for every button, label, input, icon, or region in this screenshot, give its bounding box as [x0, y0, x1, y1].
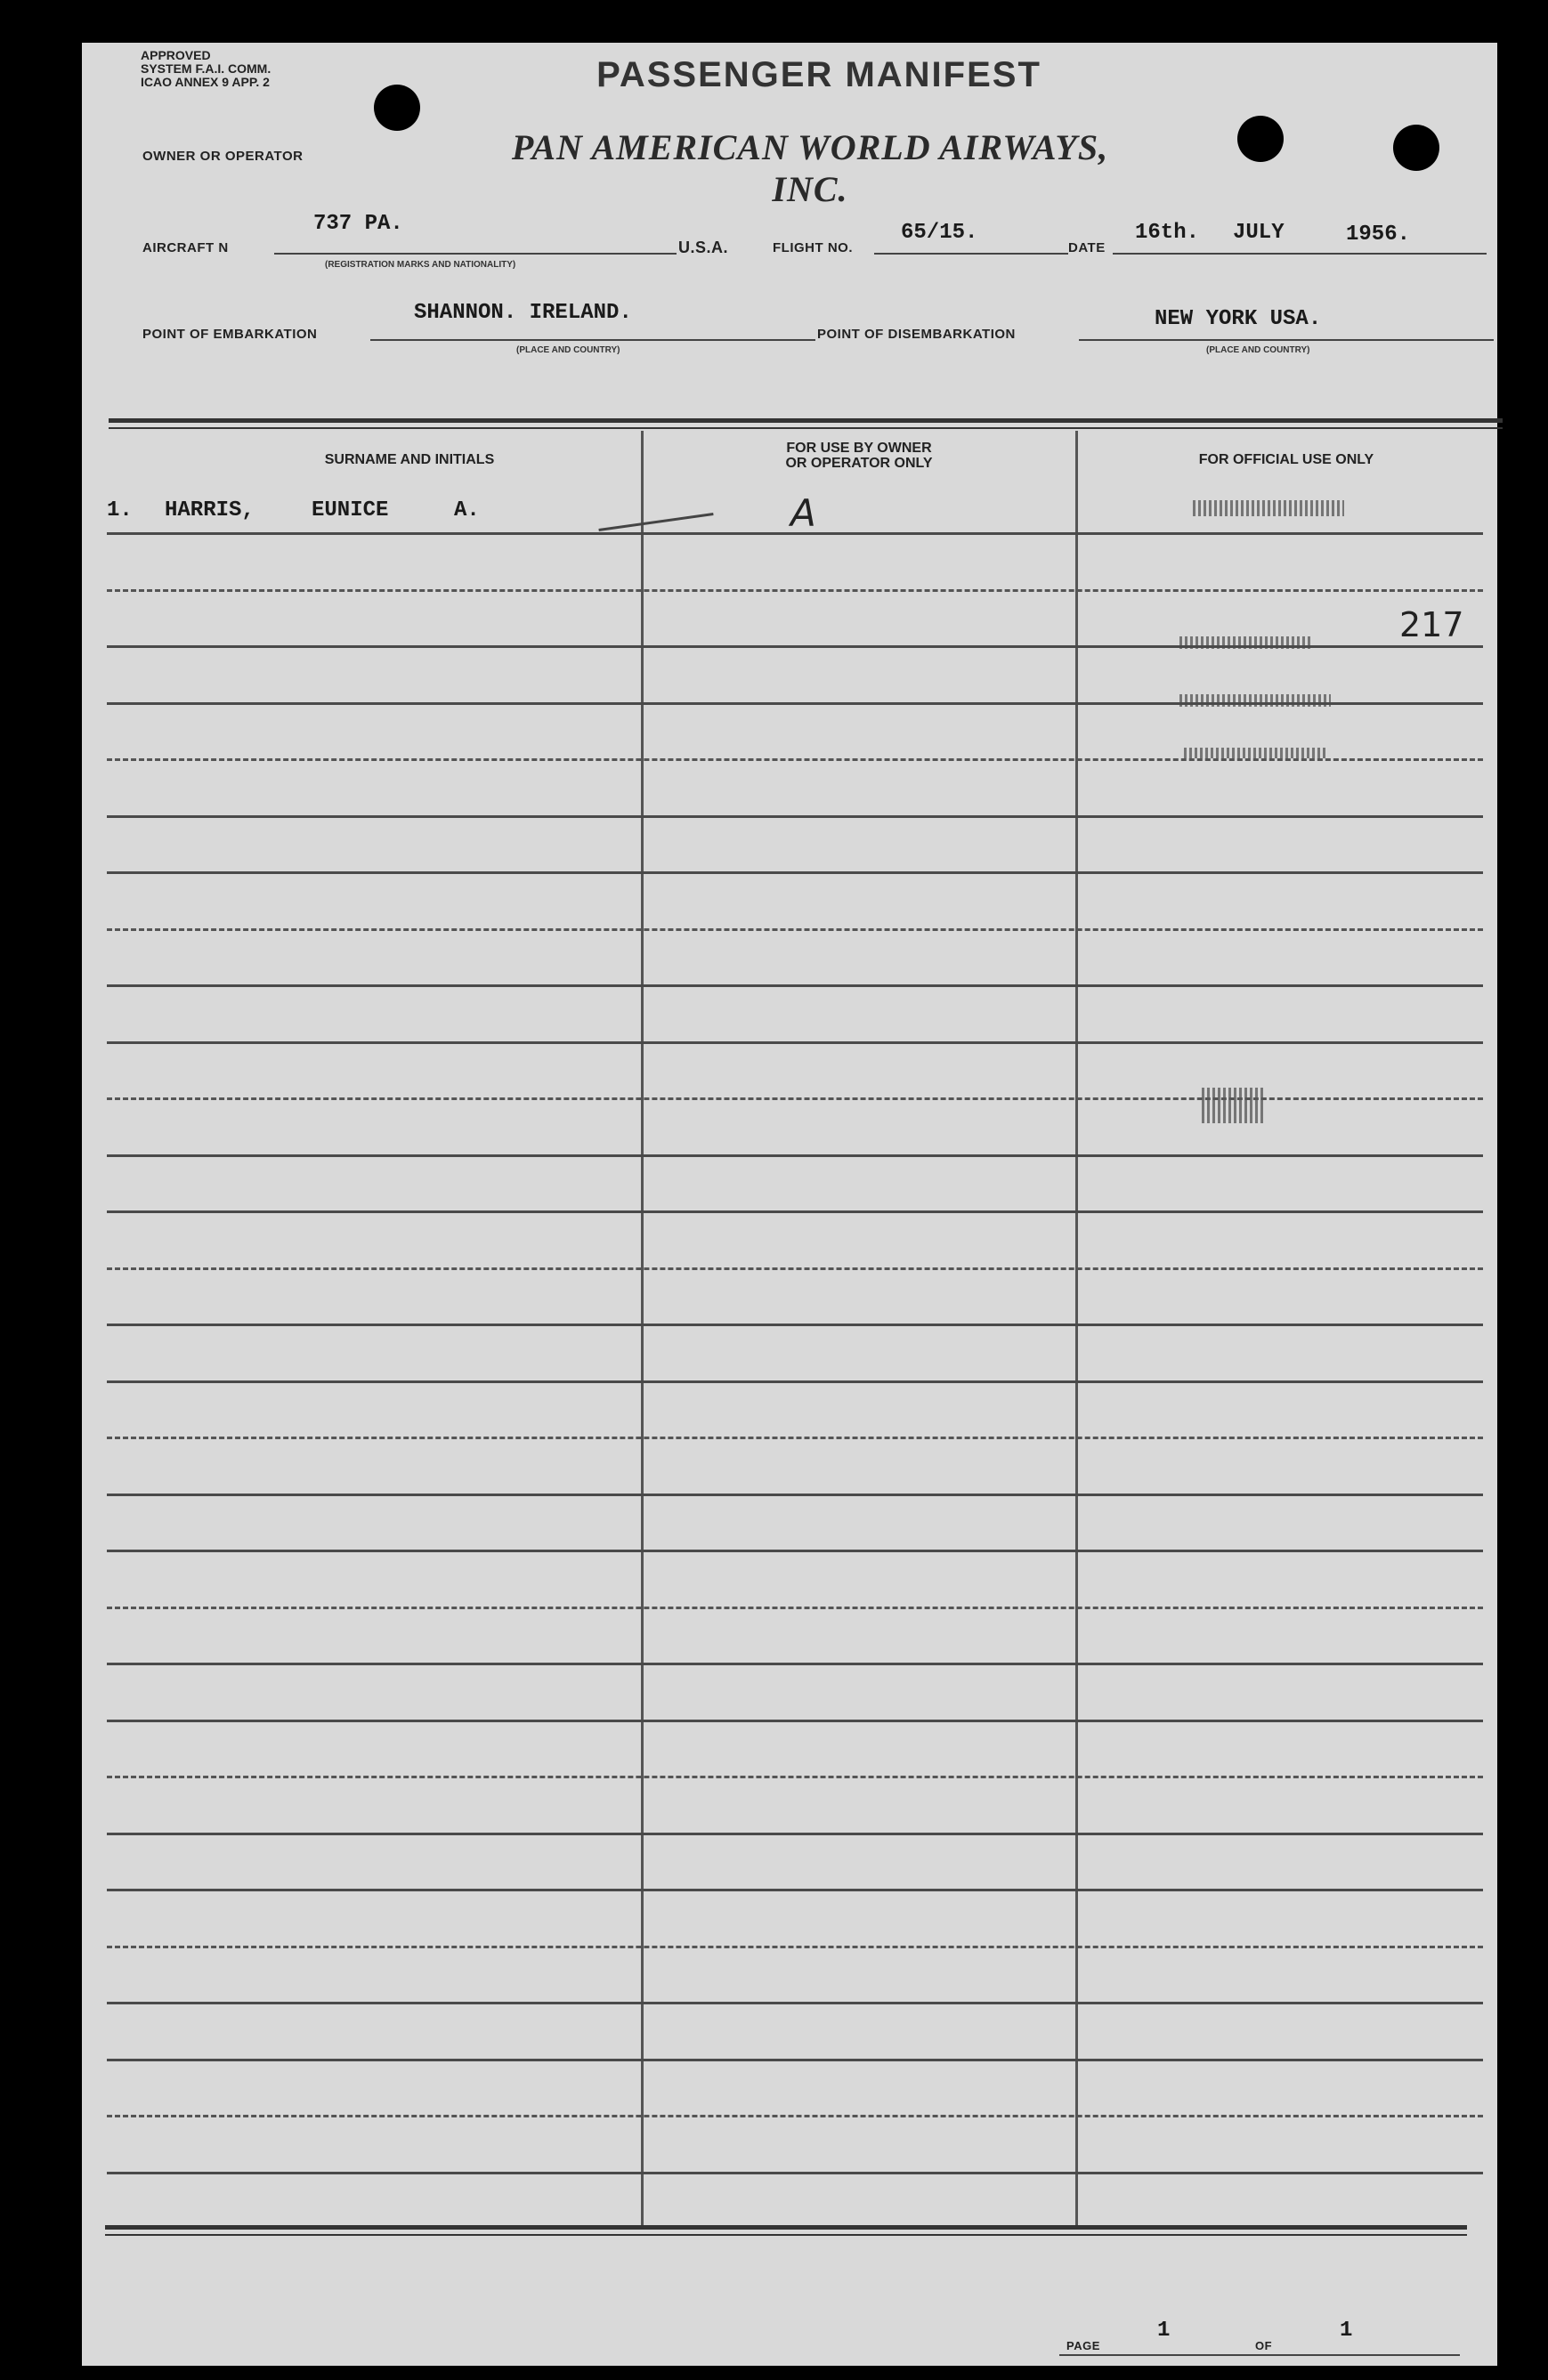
punch-hole-left — [374, 85, 420, 131]
table-bottom-rule — [105, 2225, 1467, 2230]
page-title: PASSENGER MANIFEST — [596, 55, 1041, 94]
aircraft-underline — [274, 253, 677, 255]
punch-hole-right-2 — [1393, 125, 1439, 171]
manifest-row-line — [107, 1380, 1483, 1383]
margin-note: 217 — [1399, 605, 1464, 644]
owner-value: PAN AMERICAN WORLD AIRWAYS, INC. — [511, 127, 1109, 209]
manifest-row-line — [107, 1833, 1483, 1835]
date-year: 1956. — [1346, 223, 1411, 247]
date-day: 16th. — [1135, 221, 1200, 245]
embarkation-label: POINT OF EMBARKATION — [142, 327, 318, 342]
of-value: 1 — [1340, 2319, 1353, 2343]
manifest-row-line — [107, 2002, 1483, 2004]
manifest-row-line — [107, 1097, 1483, 1100]
registration-caption: (REGISTRATION MARKS AND NATIONALITY) — [325, 260, 516, 270]
approval-note: APPROVED SYSTEM F.A.I. COMM. ICAO ANNEX 9 APP. 2 — [141, 48, 272, 89]
punch-hole-right-1 — [1237, 116, 1284, 162]
manifest-row-line — [107, 758, 1483, 761]
col-surname-header: SURNAME AND INITIALS — [324, 452, 495, 467]
manifest-row-line — [107, 871, 1483, 874]
manifest-row-line — [107, 1607, 1483, 1609]
official-stamp-smudge-5 — [1202, 1088, 1264, 1123]
manifest-sheet — [82, 43, 1497, 2366]
disembarkation-label: POINT OF DISEMBARKATION — [817, 327, 1016, 342]
disembarkation-value: NEW YORK USA. — [1155, 307, 1322, 331]
manifest-row-line — [107, 1041, 1483, 1044]
manifest-row-line — [107, 1494, 1483, 1496]
embarkation-value: SHANNON. IRELAND. — [414, 301, 632, 325]
table-top-rule-2 — [109, 427, 1503, 429]
manifest-row-line — [107, 1437, 1483, 1439]
passenger-given-name: EUNICE — [312, 498, 389, 522]
manifest-row-line — [107, 1210, 1483, 1213]
col-official-header: FOR OFFICIAL USE ONLY — [1198, 452, 1374, 467]
flight-underline — [874, 253, 1068, 255]
manifest-row-line — [107, 1776, 1483, 1778]
page-value: 1 — [1157, 2319, 1171, 2343]
manifest-row-line — [107, 1946, 1483, 1948]
col-owner-header: FOR USE BY OWNER OR OPERATOR ONLY — [785, 441, 933, 471]
aircraft-registration: 737 PA. — [313, 212, 403, 236]
manifest-row-line — [107, 589, 1483, 592]
of-label: OF — [1255, 2339, 1273, 2352]
embarkation-caption: (PLACE AND COUNTRY) — [516, 345, 620, 355]
table-top-rule — [109, 418, 1503, 423]
manifest-row-line — [107, 645, 1483, 648]
manifest-row-line — [107, 815, 1483, 818]
aircraft-label: AIRCRAFT N — [142, 240, 229, 255]
owner-label: OWNER OR OPERATOR — [142, 149, 304, 164]
footer-underline — [1059, 2354, 1460, 2356]
manifest-row-line — [107, 1267, 1483, 1270]
passenger-surname: HARRIS, — [165, 498, 255, 522]
manifest-row-line — [107, 928, 1483, 931]
manifest-row-line — [107, 2172, 1483, 2174]
page-label: PAGE — [1066, 2339, 1100, 2352]
table-bottom-rule-2 — [105, 2234, 1467, 2236]
manifest-row-line — [107, 2115, 1483, 2117]
manifest-row-line — [107, 984, 1483, 987]
manifest-row-line — [107, 1550, 1483, 1552]
manifest-row-line — [107, 1154, 1483, 1157]
manifest-row-line — [107, 1720, 1483, 1722]
flight-label: FLIGHT NO. — [773, 240, 853, 255]
date-month: JULY — [1233, 221, 1285, 245]
col-divider-1 — [641, 431, 644, 2225]
disembarkation-underline — [1079, 339, 1494, 341]
col-divider-2 — [1075, 431, 1078, 2225]
manifest-row-line — [107, 2059, 1483, 2061]
official-stamp-smudge-4 — [1184, 748, 1326, 758]
flight-number: 65/15. — [901, 221, 978, 245]
nationality: U.S.A. — [678, 239, 729, 256]
date-label: DATE — [1068, 240, 1106, 255]
owner-mark: A — [790, 491, 816, 535]
passenger-initial: A. — [454, 498, 480, 522]
manifest-row-line — [107, 1663, 1483, 1665]
disembarkation-caption: (PLACE AND COUNTRY) — [1206, 345, 1310, 355]
embarkation-underline — [370, 339, 815, 341]
date-underline — [1113, 253, 1487, 255]
official-stamp-smudge-1 — [1193, 500, 1344, 516]
passenger-number: 1. — [107, 498, 133, 522]
manifest-row-line — [107, 1324, 1483, 1326]
manifest-row-line — [107, 1889, 1483, 1891]
manifest-row-line — [107, 532, 1483, 535]
manifest-row-line — [107, 702, 1483, 705]
